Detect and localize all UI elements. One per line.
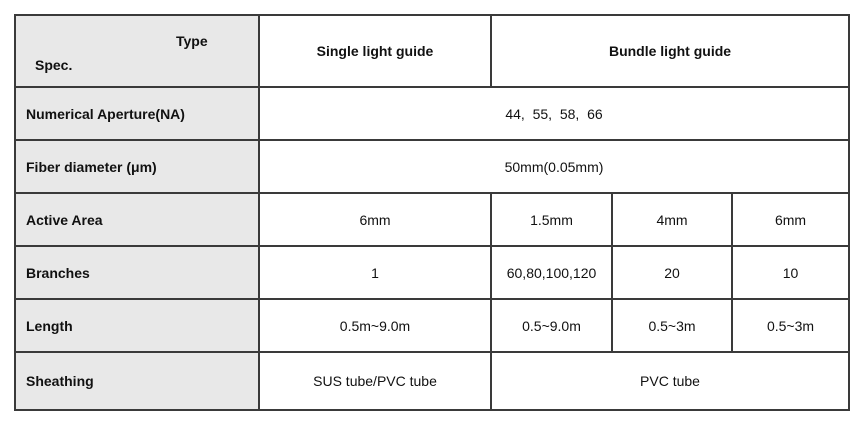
value-active-area-bundle-1: 1.5mm bbox=[491, 193, 612, 246]
value-active-area-bundle-3: 6mm bbox=[732, 193, 849, 246]
value-length-bundle-1: 0.5~9.0m bbox=[491, 299, 612, 352]
column-header-single-light-guide: Single light guide bbox=[259, 15, 491, 87]
row-length bbox=[15, 299, 849, 352]
header-row bbox=[15, 15, 849, 87]
value-branches-bundle-2: 20 bbox=[612, 246, 732, 299]
value-numerical-aperture: 44, 55, 58, 66 bbox=[259, 87, 849, 140]
corner-spec-label: Spec. bbox=[35, 57, 73, 73]
value-length-bundle-2: 0.5~3m bbox=[612, 299, 732, 352]
value-branches-single: 1 bbox=[259, 246, 491, 299]
row-label-sheathing: Sheathing bbox=[15, 352, 259, 410]
row-label-fiber-diameter: Fiber diameter (μm) bbox=[15, 140, 259, 193]
row-label-active-area: Active Area bbox=[15, 193, 259, 246]
value-branches-bundle-3: 10 bbox=[732, 246, 849, 299]
corner-type-label: Type bbox=[176, 33, 208, 49]
column-header-bundle-light-guide: Bundle light guide bbox=[491, 15, 849, 87]
value-sheathing-single: SUS tube/PVC tube bbox=[259, 352, 491, 410]
row-label-length: Length bbox=[15, 299, 259, 352]
corner-cell-inner bbox=[26, 20, 248, 82]
value-branches-bundle-1: 60,80,100,120 bbox=[491, 246, 612, 299]
light-guide-spec-table bbox=[14, 14, 850, 411]
corner-cell bbox=[15, 15, 259, 87]
row-numerical-aperture bbox=[15, 87, 849, 140]
value-fiber-diameter: 50mm(0.05mm) bbox=[259, 140, 849, 193]
row-label-numerical-aperture: Numerical Aperture(NA) bbox=[15, 87, 259, 140]
value-length-bundle-3: 0.5~3m bbox=[732, 299, 849, 352]
row-active-area bbox=[15, 193, 849, 246]
value-active-area-single: 6mm bbox=[259, 193, 491, 246]
row-label-branches: Branches bbox=[15, 246, 259, 299]
value-sheathing-bundle: PVC tube bbox=[491, 352, 849, 410]
row-branches bbox=[15, 246, 849, 299]
value-active-area-bundle-2: 4mm bbox=[612, 193, 732, 246]
row-sheathing bbox=[15, 352, 849, 410]
value-length-single: 0.5m~9.0m bbox=[259, 299, 491, 352]
row-fiber-diameter bbox=[15, 140, 849, 193]
